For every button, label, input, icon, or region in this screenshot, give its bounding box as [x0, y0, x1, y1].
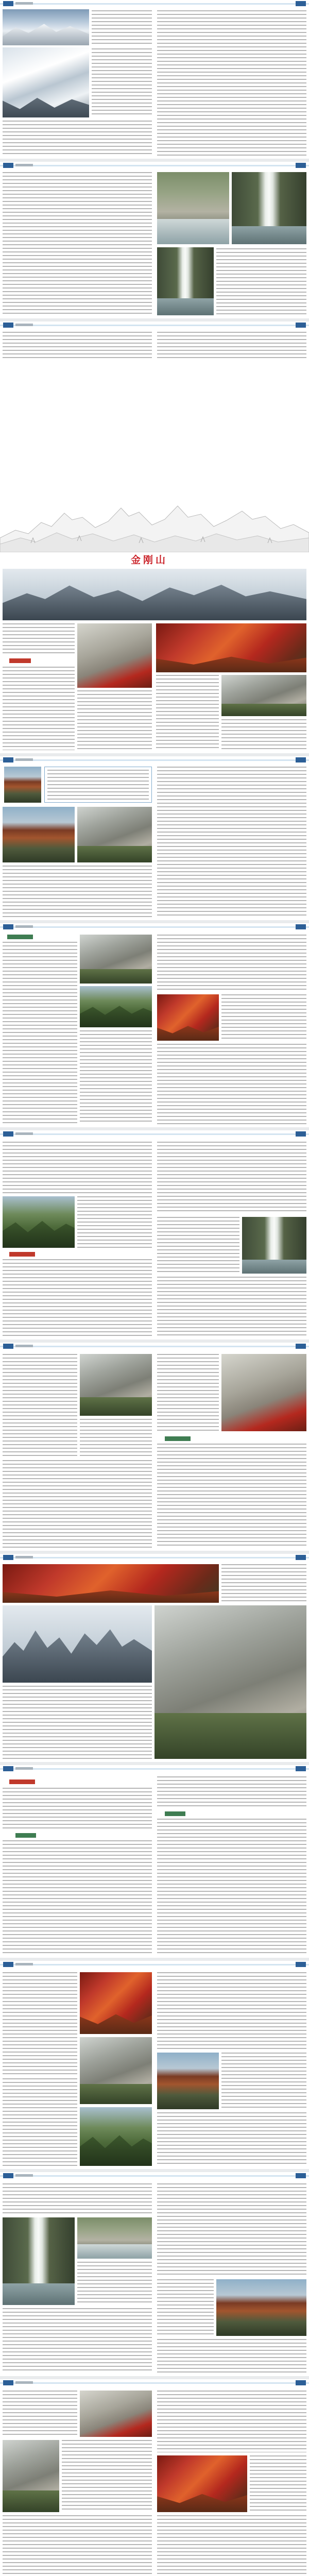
- page-header: [0, 0, 309, 7]
- text-block: [157, 1819, 306, 1955]
- book-logo-icon: [3, 1344, 13, 1349]
- chapter-title: 金刚山: [130, 554, 168, 566]
- header-caption: [15, 1132, 33, 1135]
- page-header: [0, 1765, 309, 1772]
- text-block: [3, 121, 152, 156]
- header-caption: [15, 758, 33, 761]
- photo-rock-tower: [80, 2037, 152, 2104]
- text-block: [157, 2339, 306, 2373]
- photo-rocky-peaks: [80, 935, 152, 984]
- book-logo-icon: [296, 924, 306, 929]
- book-logo-icon: [3, 757, 13, 762]
- photo-pine-cliff: [80, 2107, 152, 2166]
- book-logo-icon: [296, 2173, 306, 2178]
- book-logo-icon: [296, 163, 306, 168]
- subsection-heading: [165, 1811, 185, 1816]
- photo-rocky-crag: [77, 807, 152, 862]
- photo-waterfall-pool: [3, 2217, 75, 2305]
- book-logo-icon: [296, 323, 306, 328]
- text-block: [157, 767, 306, 917]
- book-spread: [0, 1961, 309, 2169]
- header-caption: [15, 1767, 33, 1770]
- photo-forest: [3, 1196, 75, 1248]
- text-block: [156, 675, 219, 750]
- photo-temple: [4, 767, 41, 803]
- photo-pavilion: [157, 2053, 219, 2109]
- text-block: [216, 248, 306, 315]
- text-block: [157, 1444, 306, 1548]
- book-spread: [0, 756, 309, 920]
- header-caption: [15, 1556, 33, 1558]
- book-logo-icon: [3, 1766, 13, 1771]
- page-header: [0, 1554, 309, 1561]
- text-block: [92, 48, 152, 116]
- text-block: [157, 2515, 306, 2576]
- page-header: [0, 1343, 309, 1350]
- text-box: [44, 767, 152, 803]
- book-spread: [0, 568, 309, 753]
- text-block: [221, 2053, 306, 2109]
- section-heading: [9, 658, 31, 663]
- text-block: [157, 1277, 306, 1336]
- text-block: [3, 1460, 152, 1548]
- book-logo-icon: [296, 1962, 306, 1967]
- text-block: [157, 2183, 306, 2276]
- header-caption: [15, 2381, 33, 2384]
- text-block: [77, 2262, 152, 2305]
- text-block: [80, 1419, 152, 1457]
- header-caption: [15, 2, 33, 5]
- book-logo-icon: [296, 2380, 306, 2385]
- text-block: [3, 667, 75, 750]
- book-logo-icon: [3, 1131, 13, 1137]
- book-logo-icon: [3, 323, 13, 328]
- page-header: [0, 2379, 309, 2386]
- photo-autumn-foliage: [156, 623, 306, 672]
- text-block: [80, 1030, 152, 1124]
- page-header: [0, 321, 309, 329]
- header-caption: [15, 2174, 33, 2177]
- photo-autumn-gorge: [80, 1972, 152, 2034]
- text-block: [3, 172, 152, 315]
- book-logo-icon: [3, 1555, 13, 1560]
- text-block: [157, 1142, 306, 1214]
- text-block: [157, 1217, 239, 1274]
- header-caption: [15, 324, 33, 326]
- text-block: [3, 1354, 77, 1457]
- book-spread: [0, 1343, 309, 1551]
- photo-temple-pavilion: [3, 807, 75, 862]
- mountain-line-art: [0, 502, 309, 552]
- text-block: [92, 10, 152, 44]
- photo-rocky-stream: [77, 2217, 152, 2259]
- book-logo-icon: [296, 1131, 306, 1137]
- book-logo-icon: [296, 1555, 306, 1560]
- photo-rock-peak: [3, 2440, 59, 2512]
- header-caption: [15, 1345, 33, 1347]
- photo-rock-spire: [221, 1354, 306, 1431]
- text-block: [157, 1354, 219, 1431]
- photo-rock-spires: [221, 675, 306, 716]
- page-header: [0, 923, 309, 930]
- text-block: [3, 1259, 152, 1336]
- text-block: [3, 2078, 77, 2166]
- book-spread-chapter-title: [0, 321, 309, 568]
- book-spread: [0, 2379, 309, 2576]
- text-block: [3, 2515, 152, 2576]
- section-heading: [165, 1436, 191, 1441]
- text-block: [3, 2391, 77, 2437]
- subsection-heading: [15, 1833, 36, 1838]
- photo-waterfall: [242, 1217, 306, 1274]
- text-block: [3, 1788, 152, 1829]
- book-logo-icon: [296, 1344, 306, 1349]
- photo-snowy-peaks: [3, 9, 89, 45]
- text-block: [250, 2455, 306, 2512]
- book-logo-icon: [3, 2173, 13, 2178]
- text-block: [157, 1776, 306, 1807]
- text-block: [77, 1196, 152, 1248]
- photo-autumn-forest: [3, 1564, 219, 1603]
- text-block: [3, 623, 75, 654]
- header-caption: [15, 1963, 33, 1965]
- text-block: [157, 2279, 214, 2336]
- text-block: [3, 1840, 152, 1955]
- text-block: [157, 332, 306, 361]
- photo-autumn-valley: [157, 2455, 247, 2512]
- photo-forested-peaks: [80, 986, 152, 1027]
- section-heading: [7, 935, 33, 939]
- page-header: [0, 1130, 309, 1138]
- text-block: [3, 2308, 152, 2373]
- text-block: [77, 690, 152, 750]
- text-block: [157, 10, 306, 156]
- photo-autumn-valley: [157, 994, 219, 1041]
- photo-misty-mountains: [3, 569, 306, 620]
- page-header: [0, 1961, 309, 1968]
- header-caption: [15, 925, 33, 928]
- section-heading: [9, 1780, 35, 1784]
- text-block: [3, 1686, 152, 1759]
- photo-cliffs: [80, 1354, 152, 1416]
- photo-waterfall: [232, 172, 306, 244]
- book-spread: [0, 1554, 309, 1762]
- header-caption: [15, 164, 33, 166]
- text-block: [157, 1972, 306, 2049]
- book-spread: [0, 1130, 309, 1340]
- photo-rocky-gorge: [157, 172, 229, 244]
- book-logo-icon: [296, 757, 306, 762]
- text-block: [3, 866, 152, 917]
- photo-rocks: [80, 2391, 152, 2437]
- book-logo-icon: [3, 2380, 13, 2385]
- photo-snow-field: [3, 47, 89, 117]
- book-logo-icon: [3, 163, 13, 168]
- book-spread: [0, 0, 309, 159]
- text-block: [157, 2391, 306, 2452]
- page-header: [0, 756, 309, 764]
- page-header: [0, 162, 309, 169]
- book-logo-icon: [3, 924, 13, 929]
- text-block: [157, 935, 306, 991]
- text-block: [3, 2183, 152, 2214]
- text-block: [62, 2440, 152, 2512]
- book-spread: [0, 2172, 309, 2376]
- book-spread: [0, 923, 309, 1127]
- text-block: [157, 1044, 306, 1124]
- photo-granite-cliff: [154, 1605, 306, 1759]
- page-header: [0, 2172, 309, 2179]
- text-block: [221, 994, 306, 1041]
- text-block: [157, 2112, 306, 2166]
- photo-misty-range: [3, 1605, 152, 1683]
- text-block: [221, 1564, 306, 1603]
- book-logo-icon: [3, 1, 13, 6]
- book-spread: [0, 1765, 309, 1958]
- text-block: [3, 332, 152, 361]
- book-logo-icon: [296, 1766, 306, 1771]
- book-logo-icon: [3, 1962, 13, 1967]
- book-spread: [0, 162, 309, 318]
- text-block: [3, 1972, 77, 2075]
- text-block: [221, 719, 306, 750]
- book-logo-icon: [296, 1, 306, 6]
- section-heading: [9, 1252, 35, 1257]
- photo-rock-cliff-red-trees: [77, 623, 152, 688]
- text-block: [3, 942, 77, 1124]
- photo-pavilion-on-cliff: [216, 2279, 306, 2336]
- photo-waterfall: [157, 247, 214, 315]
- text-block: [3, 1142, 152, 1193]
